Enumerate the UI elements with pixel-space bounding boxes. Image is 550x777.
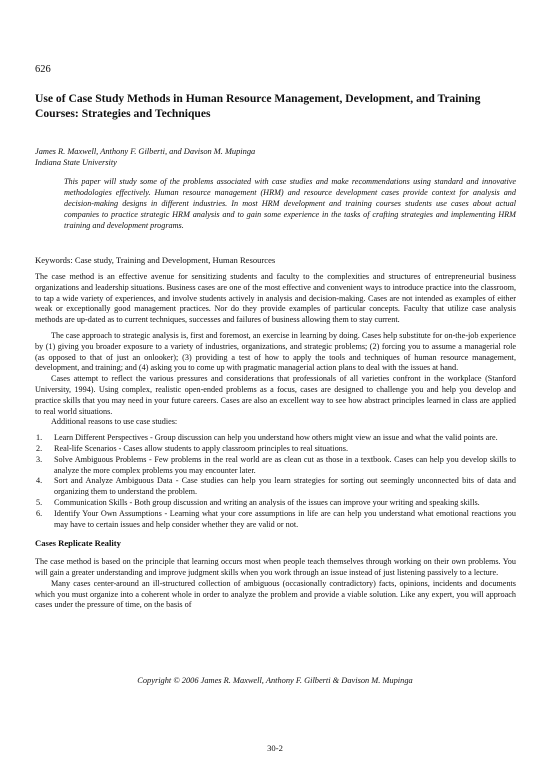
- list-item: [35, 433, 516, 444]
- list-number: 3.: [36, 454, 43, 464]
- list-item: [35, 455, 516, 477]
- reasons-list: [35, 433, 516, 530]
- list-number: 5.: [36, 497, 43, 507]
- copyright-notice: Copyright © 2006 James R. Maxwell, Anthony F. Gilberti & Davison M. Mupinga: [137, 676, 413, 685]
- list-number: 6.: [36, 508, 43, 518]
- list-text: Real-life Scenarios - Cases allow students to apply classroom principles to real situations.: [54, 443, 349, 453]
- list-item: [35, 476, 516, 498]
- keywords: Keywords: Case study, Training and Development, Human Resources: [35, 255, 276, 265]
- list-item: [35, 498, 516, 509]
- page-number: 626: [35, 64, 51, 75]
- list-text: Sort and Analyze Ambiguous Data - Case studies can help you learn strategies for sorting out seemingly unconnected bits of data and organizing them to understand the problem.: [54, 476, 516, 497]
- list-number: 1.: [36, 433, 43, 443]
- author-affiliation: Indiana State University: [35, 158, 117, 167]
- list-text: Learn Different Perspectives - Group discussion can help you understand how others might view an issue and what the valid points are.: [54, 433, 498, 443]
- paragraph: The case method is an effective avenue for sensitizing students and faculty to the complexities and structures of entrepreneurial business organizations and leadership situations. Business cases are one of the most effective and convenient ways to introduce practice into the classroom, to tap a wide variety of experiences, and involve students actively in analysis and decision-making. Cases are not intended as examples of either weak or exceptionally good management practices. Nor do they provide examples of particular concepts. Faculty that utilize case analysis methods are up-dated as to current techniques, successes and failures of business allowing them to stay current.: [35, 272, 516, 325]
- paragraph: Cases attempt to reflect the various pressures and considerations that professionals of all varieties confront in the workplace (Stanford University, 1994). Using complex, realistic open-ended problems as a focus, cases are designed to challenge you and help you develop and practice skills that you may need in your future careers. Cases are also an excellent way to see how abstract principles learned in class are applied to real world situations.: [35, 374, 516, 416]
- list-number: 2.: [36, 443, 43, 453]
- reasons-intro: Additional reasons to use case studies:: [51, 417, 178, 427]
- list-text: Identify Your Own Assumptions - Learning what your core assumptions in life are can help you understand what emotional reactions you may have to certain issues and help consider whether they are valid or not.: [54, 508, 516, 529]
- body-text: [35, 272, 516, 611]
- list-item: [35, 509, 516, 531]
- list-item: [35, 444, 516, 455]
- section-heading: Cases Replicate Reality: [35, 538, 121, 549]
- paragraph: The case approach to strategic analysis is, first and foremost, an exercise in learning by doing. Cases help substitute for on-the-job experience by (1) giving you broader exposure to a variety of industries, organizations, and strategic problems; (2) forcing you to assume a managerial role (as opposed to that of just an onlooker); (3) providing a test of how to apply the tools and techniques of human resource management, development, and training; and (4) asking you to come up with pragmatic managerial action plans to deal with the issues at hand.: [35, 330, 516, 373]
- paragraph: Many cases center-around an ill-structured collection of ambiguous (occasionally contradictory) facts, opinions, incidents and documents which you must organize into a coherent whole in order to analyze the problem and provide a viable solution. Like any expert, you will approach cases under the pressure of time, on the basis of: [35, 578, 516, 610]
- list-text: Solve Ambiguous Problems - Few problems in the real world are as clean cut as those in a textbook. Cases can help you develop skills to analyze the more complex problems you may encounter later.: [54, 454, 516, 475]
- abstract: This paper will study some of the problems associated with case studies and make recommendations using standard and innovative methodologies effectively. Human resource management (HRM) and resource development cases provide context for analysis and decision-making designs in different industries. In most HRM development and training courses students use cases about actual companies to practice strategic HRM analysis and to gain some experience in the tasks of crafting strategies and implementing HRM training and development programs.: [64, 177, 516, 230]
- author-block: [35, 146, 255, 168]
- author-names: James R. Maxwell, Anthony F. Gilberti, and Davison M. Mupinga: [35, 147, 256, 156]
- paragraph: The case method is based on the principle that learning occurs most when people teach themselves through working on their own problems. You will gain a greater understanding and improve judgment skills when you work through an issue instead of just listening passively to a lecture.: [35, 557, 516, 577]
- list-text: Communication Skills - Both group discussion and writing an analysis of the issues can improve your writing and speaking skills.: [54, 497, 480, 507]
- paper-title: Use of Case Study Methods in Human Resource Management, Development, and Training Courses: Strategies and Techniques: [35, 92, 481, 120]
- footer-page-label: 30-2: [267, 743, 283, 753]
- list-number: 4.: [36, 476, 43, 486]
